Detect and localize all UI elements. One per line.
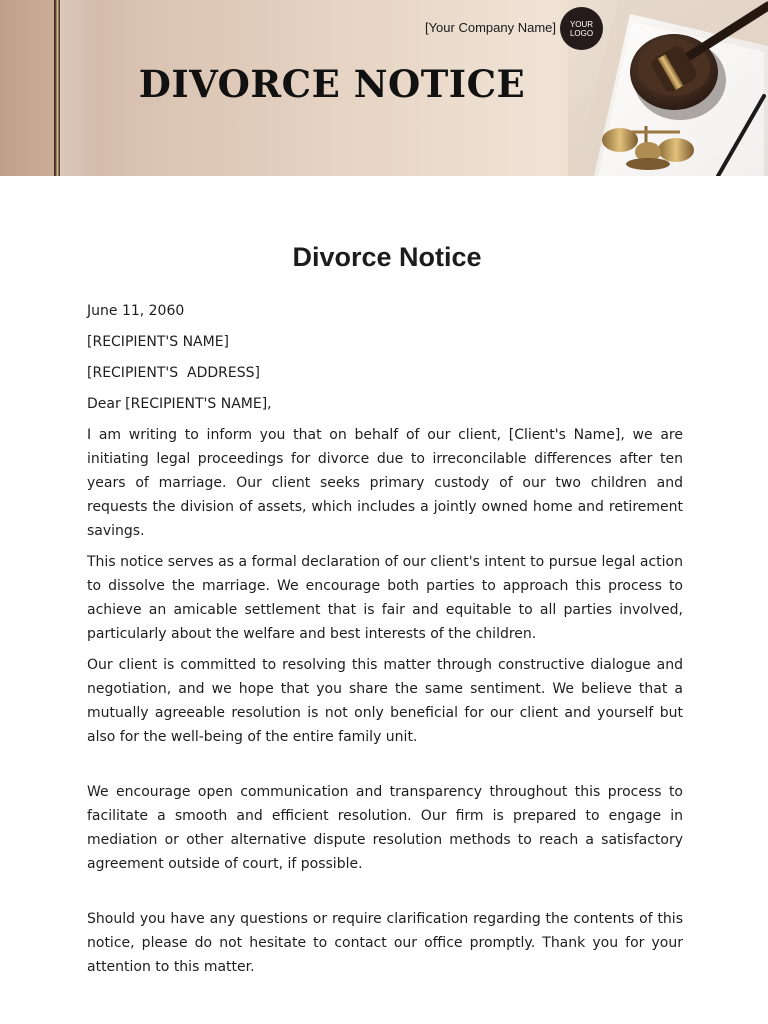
logo-line-2: LOGO [569,28,594,38]
company-logo [560,7,603,50]
paragraph-3: Our client is committed to resolving this matter through constructive dialogue and negotiation, and we hope that you share the same sentiment. We believe that a mutually agreeable resolution is not only beneficial for our client and yourself but also for the well-being of the entire family unit. [87,657,683,745]
logo-line-1: YOUR [569,19,594,29]
recipient-name: [RECIPIENT'S NAME] [87,334,230,350]
salutation: Dear [RECIPIENT'S NAME], [87,396,272,412]
paragraph-5: Should you have any questions or require clarification regarding the contents of this notice, please do not hesitate to contact our office promptly. Thank you for your attention to this matter. [87,911,683,975]
document-title: Divorce Notice [292,242,482,272]
paragraph-2: This notice serves as a formal declaration of our client's intent to pursue legal action to dissolve the marriage. We encourage both parties to approach this process to achieve an amicable settlement that is fair and equitable to all parties involved, particularly about the welfare and best interests of the children. [87,554,683,642]
recipient-address: [RECIPIENT'S ADDRESS] [87,365,260,381]
header-banner [0,0,768,176]
company-name: [Your Company Name] [424,20,556,35]
paragraph-4: We encourage open communication and transparency throughout this process to facilitate a smooth and efficient resolution. Our firm is prepared to engage in mediation or other alternative dispute resolution methods to reach a satisfactory agreement outside of court, if possible. [87,784,683,872]
letter-body [87,299,683,986]
letter-date: June 11, 2060 [87,303,185,319]
paragraph-1: I am writing to inform you that on behalf of our client, [Client's Name], we are initiating legal proceedings for divorce due to irreconcilable differences after ten years of marriage. Our client seeks primary custody of our two children and requests the division of assets, which includes a jointly owned home and retirement savings. [87,427,683,539]
banner-title: DIVORCE NOTICE [138,62,526,106]
